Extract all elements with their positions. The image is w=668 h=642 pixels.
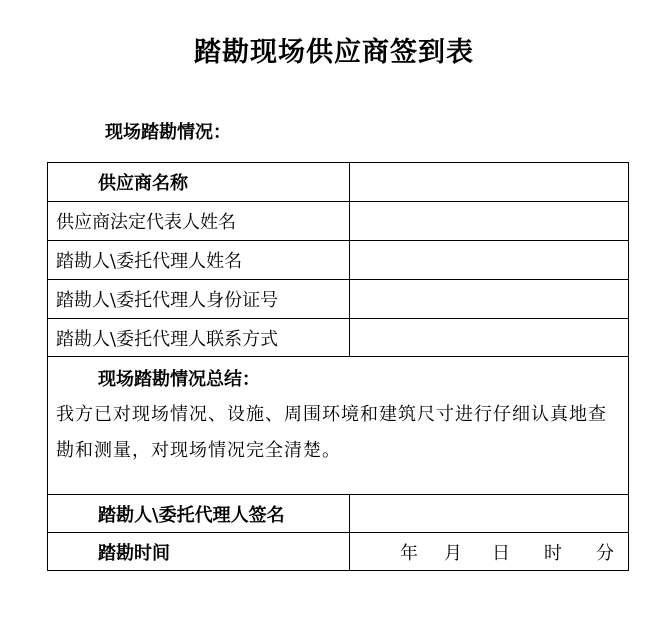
table-row — [48, 495, 629, 533]
field-label-agent-name: 踏勘人\委托代理人姓名 — [48, 241, 350, 280]
agent-id-field[interactable] — [350, 280, 629, 319]
signature-field[interactable] — [350, 495, 629, 533]
summary-title: 现场踏勘情况总结： — [98, 369, 260, 390]
field-label-agent-id: 踏勘人\委托代理人身份证号 — [48, 280, 350, 319]
table-row — [48, 357, 629, 495]
field-label-time: 踏勘时间 — [48, 533, 350, 571]
field-label-legal-rep: 供应商法定代表人姓名 — [48, 202, 350, 241]
legal-rep-field[interactable] — [350, 202, 629, 241]
summary-text: 我方已对现场情况、设施、周围环境和建筑尺寸进行仔细认真地查勘和测量，对现场情况完全清楚。 — [56, 404, 607, 461]
agent-contact-field[interactable] — [350, 319, 629, 357]
minute-unit: 分 — [596, 542, 614, 564]
year-unit: 年 — [400, 542, 418, 564]
hour-unit: 时 — [544, 542, 562, 564]
table-row — [48, 280, 629, 319]
month-unit: 月 — [444, 542, 462, 564]
table-row — [48, 163, 629, 202]
field-label-agent-contact: 踏勘人\委托代理人联系方式 — [48, 319, 350, 357]
table-row — [48, 533, 629, 571]
survey-time-field[interactable] — [350, 533, 629, 571]
agent-name-field[interactable] — [350, 241, 629, 280]
table-row — [48, 319, 629, 357]
field-label-signature: 踏勘人\委托代理人签名 — [48, 495, 350, 533]
field-label-supplier-name: 供应商名称 — [48, 163, 350, 202]
supplier-name-field[interactable] — [350, 163, 629, 202]
section-heading: 现场踏勘情况： — [105, 122, 231, 143]
day-unit: 日 — [492, 542, 510, 564]
sign-in-table — [47, 162, 629, 571]
summary-cell — [48, 357, 629, 495]
page-title: 踏勘现场供应商签到表 — [194, 37, 474, 68]
table-row — [48, 202, 629, 241]
table-row — [48, 241, 629, 280]
